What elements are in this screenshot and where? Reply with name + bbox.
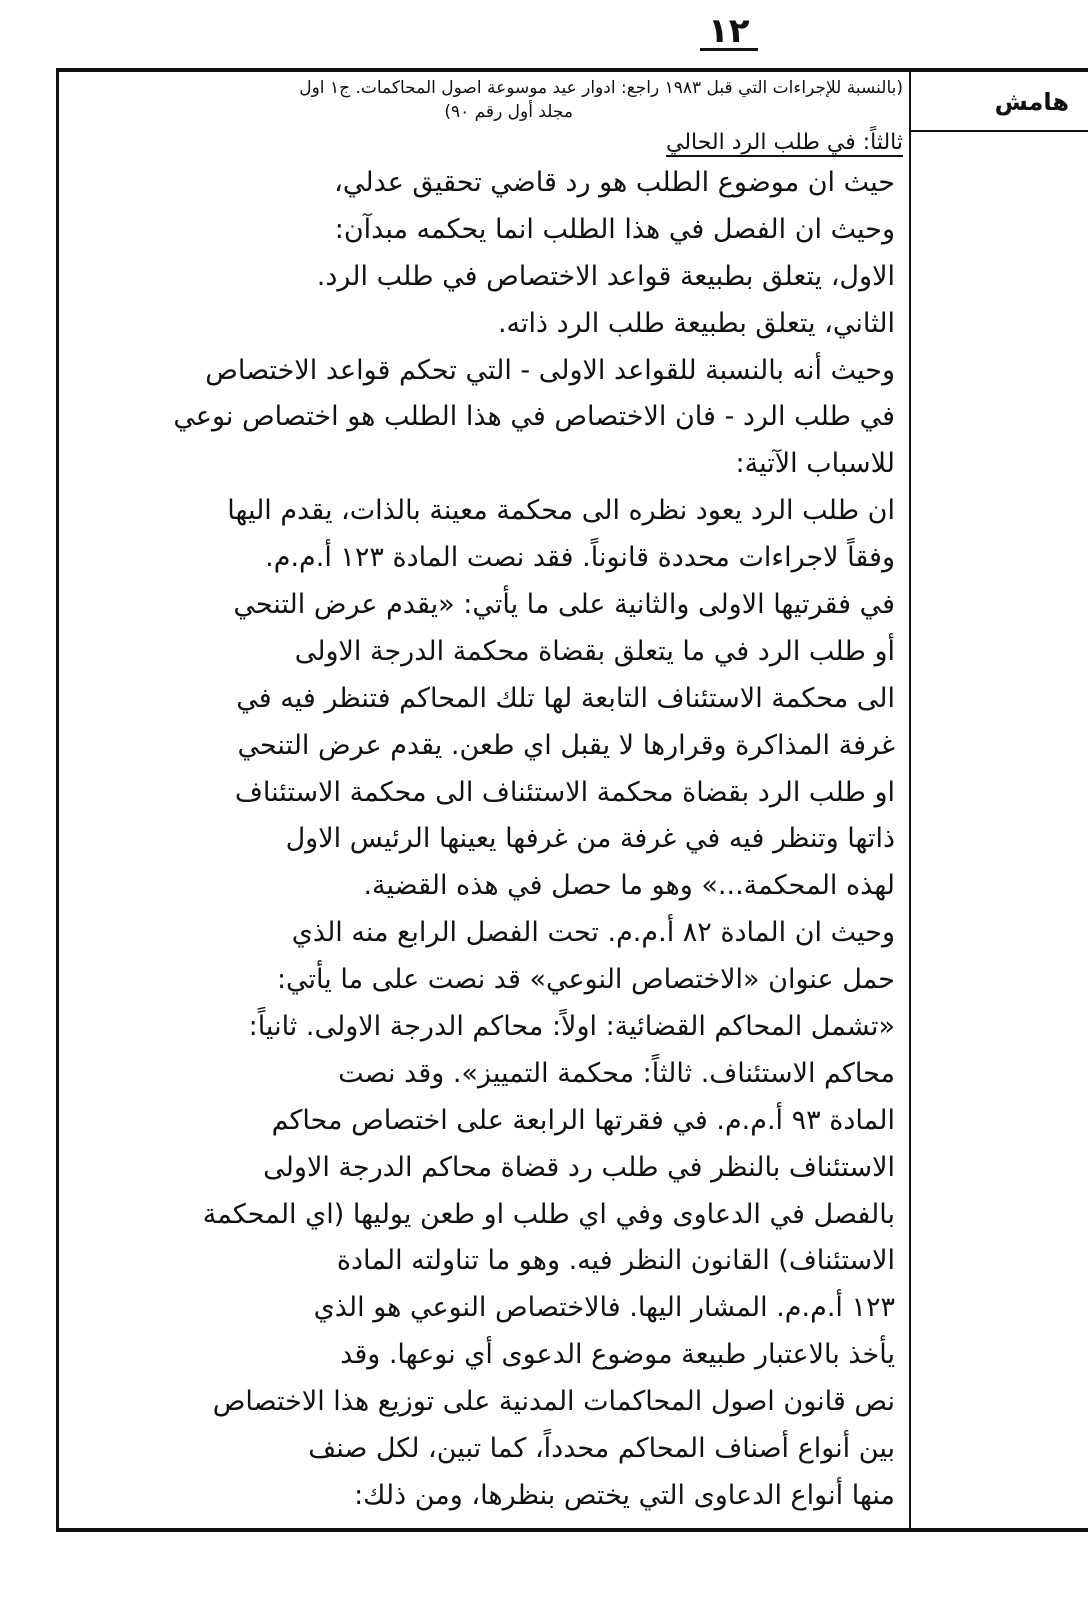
document-body — [65, 76, 903, 1520]
text-line: بين أنواع أصناف المحاكم محدداً، كما تبين، لكل صنف — [308, 1433, 895, 1465]
reference-line: مجلد أول رقم ٩٠) — [444, 102, 573, 122]
margin-column-header — [911, 72, 1088, 132]
text-line: في فقرتيها الاولى والثانية على ما يأتي: «يقدم عرض التنحي — [233, 589, 895, 621]
text-line: في طلب الرد - فان الاختصاص في هذا الطلب هو اختصاص نوعي — [173, 401, 895, 433]
reference-line: (بالنسبة للإجراءات التي قبل ١٩٨٣ راجع: ادوار عيد موسوعة اصول المحاكمات. ج١ اول — [299, 78, 903, 98]
text-line: الاول، يتعلق بطبيعة قواعد الاختصاص في طلب الرد. — [316, 260, 895, 292]
page-number: ١٢ — [700, 14, 758, 51]
margin-divider — [909, 72, 911, 1528]
text-line: أو طلب الرد في ما يتعلق بقضاة محكمة الدرجة الاولى — [294, 635, 895, 667]
text-line: ١٢٣ أ.م.م. المشار اليها. فالاختصاص النوعي هو الذي — [313, 1292, 895, 1324]
text-line: ذاتها وتنظر فيه في غرفة من غرفها يعينها الرئيس الاول — [285, 823, 895, 855]
text-line: بالفصل في الدعاوى وفي اي طلب او طعن يوليها (اي المحكمة — [202, 1198, 895, 1230]
margin-label: هامش — [994, 88, 1069, 116]
text-line: وفقاً لاجراءات محددة قانوناً. فقد نصت المادة ١٢٣ أ.م.م. — [265, 542, 895, 574]
section-heading — [65, 126, 903, 160]
text-line: الثاني، يتعلق بطبيعة طلب الرد ذاته. — [497, 307, 895, 339]
text-line: للاسباب الآتية: — [735, 448, 895, 480]
text-line: ان طلب الرد يعود نظره الى محكمة معينة بالذات، يقدم اليها — [227, 495, 895, 527]
text-line: وحيث ان الفصل في هذا الطلب انما يحكمه مبدآن: — [334, 213, 895, 245]
text-line: حيث ان موضوع الطلب هو رد قاضي تحقيق عدلي، — [334, 167, 895, 198]
text-line: حمل عنوان «الاختصاص النوعي» قد نصت على ما يأتي: — [276, 964, 895, 996]
text-line: محاكم الاستئناف. ثالثاً: محكمة التمييز». وقد نصت — [338, 1057, 895, 1089]
text-line: يأخذ بالاعتبار طبيعة موضوع الدعوى أي نوعها. وقد — [340, 1339, 895, 1371]
section-heading-text: ثالثاً: في طلب الرد الحالي — [665, 130, 903, 155]
text-line: غرفة المذاكرة وقرارها لا يقبل اي طعن. يقدم عرض التنحي — [237, 729, 895, 761]
text-line: نص قانون اصول المحاكمات المدنية على توزيع هذا الاختصاص — [212, 1386, 895, 1418]
text-line: الاستئناف بالنظر في طلب رد قضاة محاكم الدرجة الاولى — [263, 1151, 895, 1183]
text-line: «تشمل المحاكم القضائية: اولاً: محاكم الدرجة الاولى. ثانياً: — [248, 1011, 895, 1043]
text-line: او طلب الرد بقضاة محكمة الاستئناف الى محكمة الاستئناف — [234, 776, 895, 808]
text-line: الاستئناف) القانون النظر فيه. وهو ما تناولته المادة — [336, 1245, 895, 1277]
text-line: وحيث أنه بالنسبة للقواعد الاولى - التي تحكم قواعد الاختصاص — [205, 354, 895, 386]
document-frame — [56, 68, 1088, 1532]
text-line: لهذه المحكمة...» وهو ما حصل في هذه القضية. — [363, 870, 895, 902]
text-lines — [65, 160, 903, 1520]
text-line: وحيث ان المادة ٨٢ أ.م.م. تحت الفصل الرابع منه الذي — [291, 917, 895, 949]
text-line: الى محكمة الاستئناف التابعة لها تلك المحاكم فتنظر فيه في — [236, 682, 895, 714]
text-line: المادة ٩٣ أ.م.م. في فقرتها الرابعة على اختصاص محاكم — [271, 1104, 895, 1136]
text-line: منها أنواع الدعاوى التي يختص بنظرها، ومن ذلك: — [354, 1479, 895, 1511]
